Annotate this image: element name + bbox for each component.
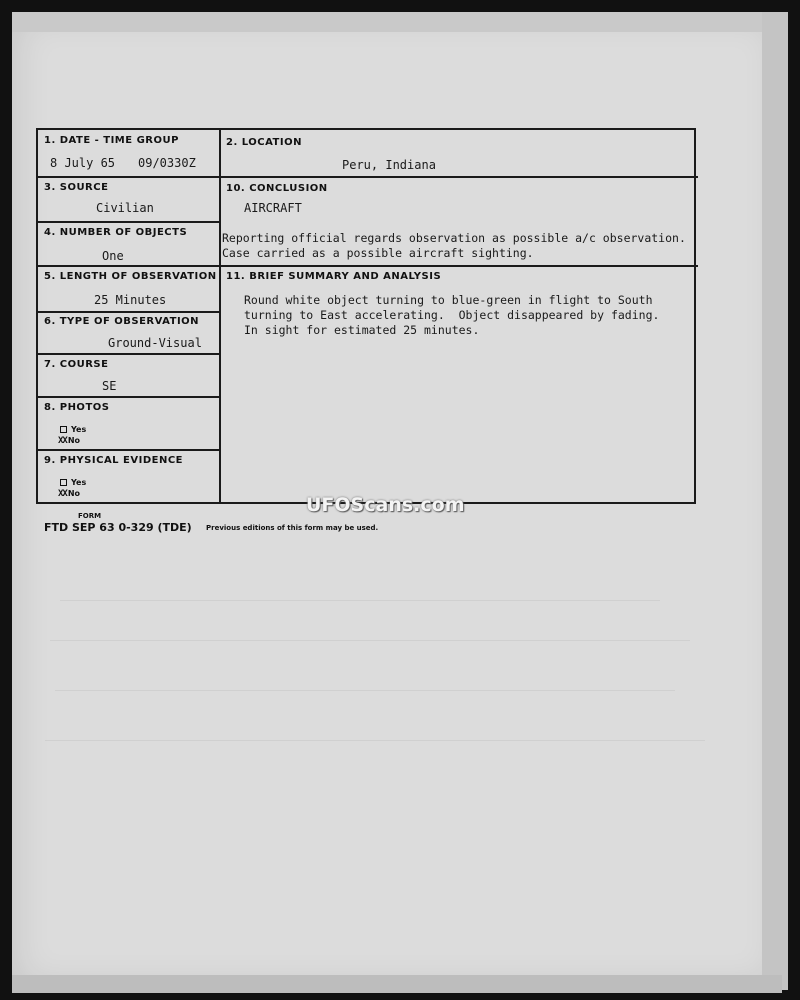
date-time-label: 1. DATE - TIME GROUP xyxy=(44,135,179,146)
right-edge-strip xyxy=(762,12,788,990)
watermark: UFOScans.com xyxy=(306,494,465,516)
location-value: Peru, Indiana xyxy=(342,158,436,172)
source-value: Civilian xyxy=(96,201,154,215)
evidence-label: 9. PHYSICAL EVIDENCE xyxy=(44,455,183,466)
summary-label: 11. BRIEF SUMMARY AND ANALYSIS xyxy=(226,271,442,282)
footer-form-id: FTD SEP 63 0-329 (TDE) xyxy=(44,521,192,534)
photos-no-option: XXNo xyxy=(58,436,81,446)
summary-line-3: In sight for estimated 25 minutes. xyxy=(244,323,480,337)
objects-label: 4. NUMBER OF OBJECTS xyxy=(44,227,188,238)
photos-yes-option: Yes xyxy=(60,425,86,434)
source-label: 3. SOURCE xyxy=(44,182,109,193)
conclusion-note-line-1: Reporting official regards observation as possible a/c observation. xyxy=(222,231,686,245)
evidence-yes-option: Yes xyxy=(60,478,86,487)
summary-line-2: turning to East accelerating. Object disappeared by fading. xyxy=(244,308,660,322)
photos-label: 8. PHOTOS xyxy=(44,402,110,413)
location-label: 2. LOCATION xyxy=(226,137,302,148)
photos-no-mark: XX xyxy=(58,436,67,446)
conclusion-value: AIRCRAFT xyxy=(244,201,302,215)
conclusion-note-line-2: Case carried as a possible aircraft sighting. xyxy=(222,246,534,260)
summary-line-1: Round white object turning to blue-green in flight to South xyxy=(244,293,653,307)
project-record-card xyxy=(36,128,696,504)
top-edge-strip xyxy=(12,12,782,32)
course-label: 7. COURSE xyxy=(44,359,109,370)
length-label: 5. LENGTH OF OBSERVATION xyxy=(44,271,217,282)
bottom-edge-strip xyxy=(12,975,782,993)
course-value: SE xyxy=(102,379,117,393)
length-value: 25 Minutes xyxy=(94,293,167,307)
type-label: 6. TYPE OF OBSERVATION xyxy=(44,316,200,327)
column-divider xyxy=(219,130,221,504)
evidence-no-mark: XX xyxy=(58,489,67,499)
photos-yes-checkbox xyxy=(60,426,67,433)
date-value: 8 July 65 xyxy=(50,156,116,170)
type-value: Ground-Visual xyxy=(108,336,202,350)
conclusion-label: 10. CONCLUSION xyxy=(226,183,328,194)
evidence-yes-checkbox xyxy=(60,479,67,486)
footer-form-word: FORM xyxy=(78,512,102,520)
time-value: 09/0330Z xyxy=(138,156,196,170)
evidence-no-option: XXNo xyxy=(58,489,81,499)
objects-value: One xyxy=(102,249,124,263)
footer-note: Previous editions of this form may be used. xyxy=(206,524,379,532)
